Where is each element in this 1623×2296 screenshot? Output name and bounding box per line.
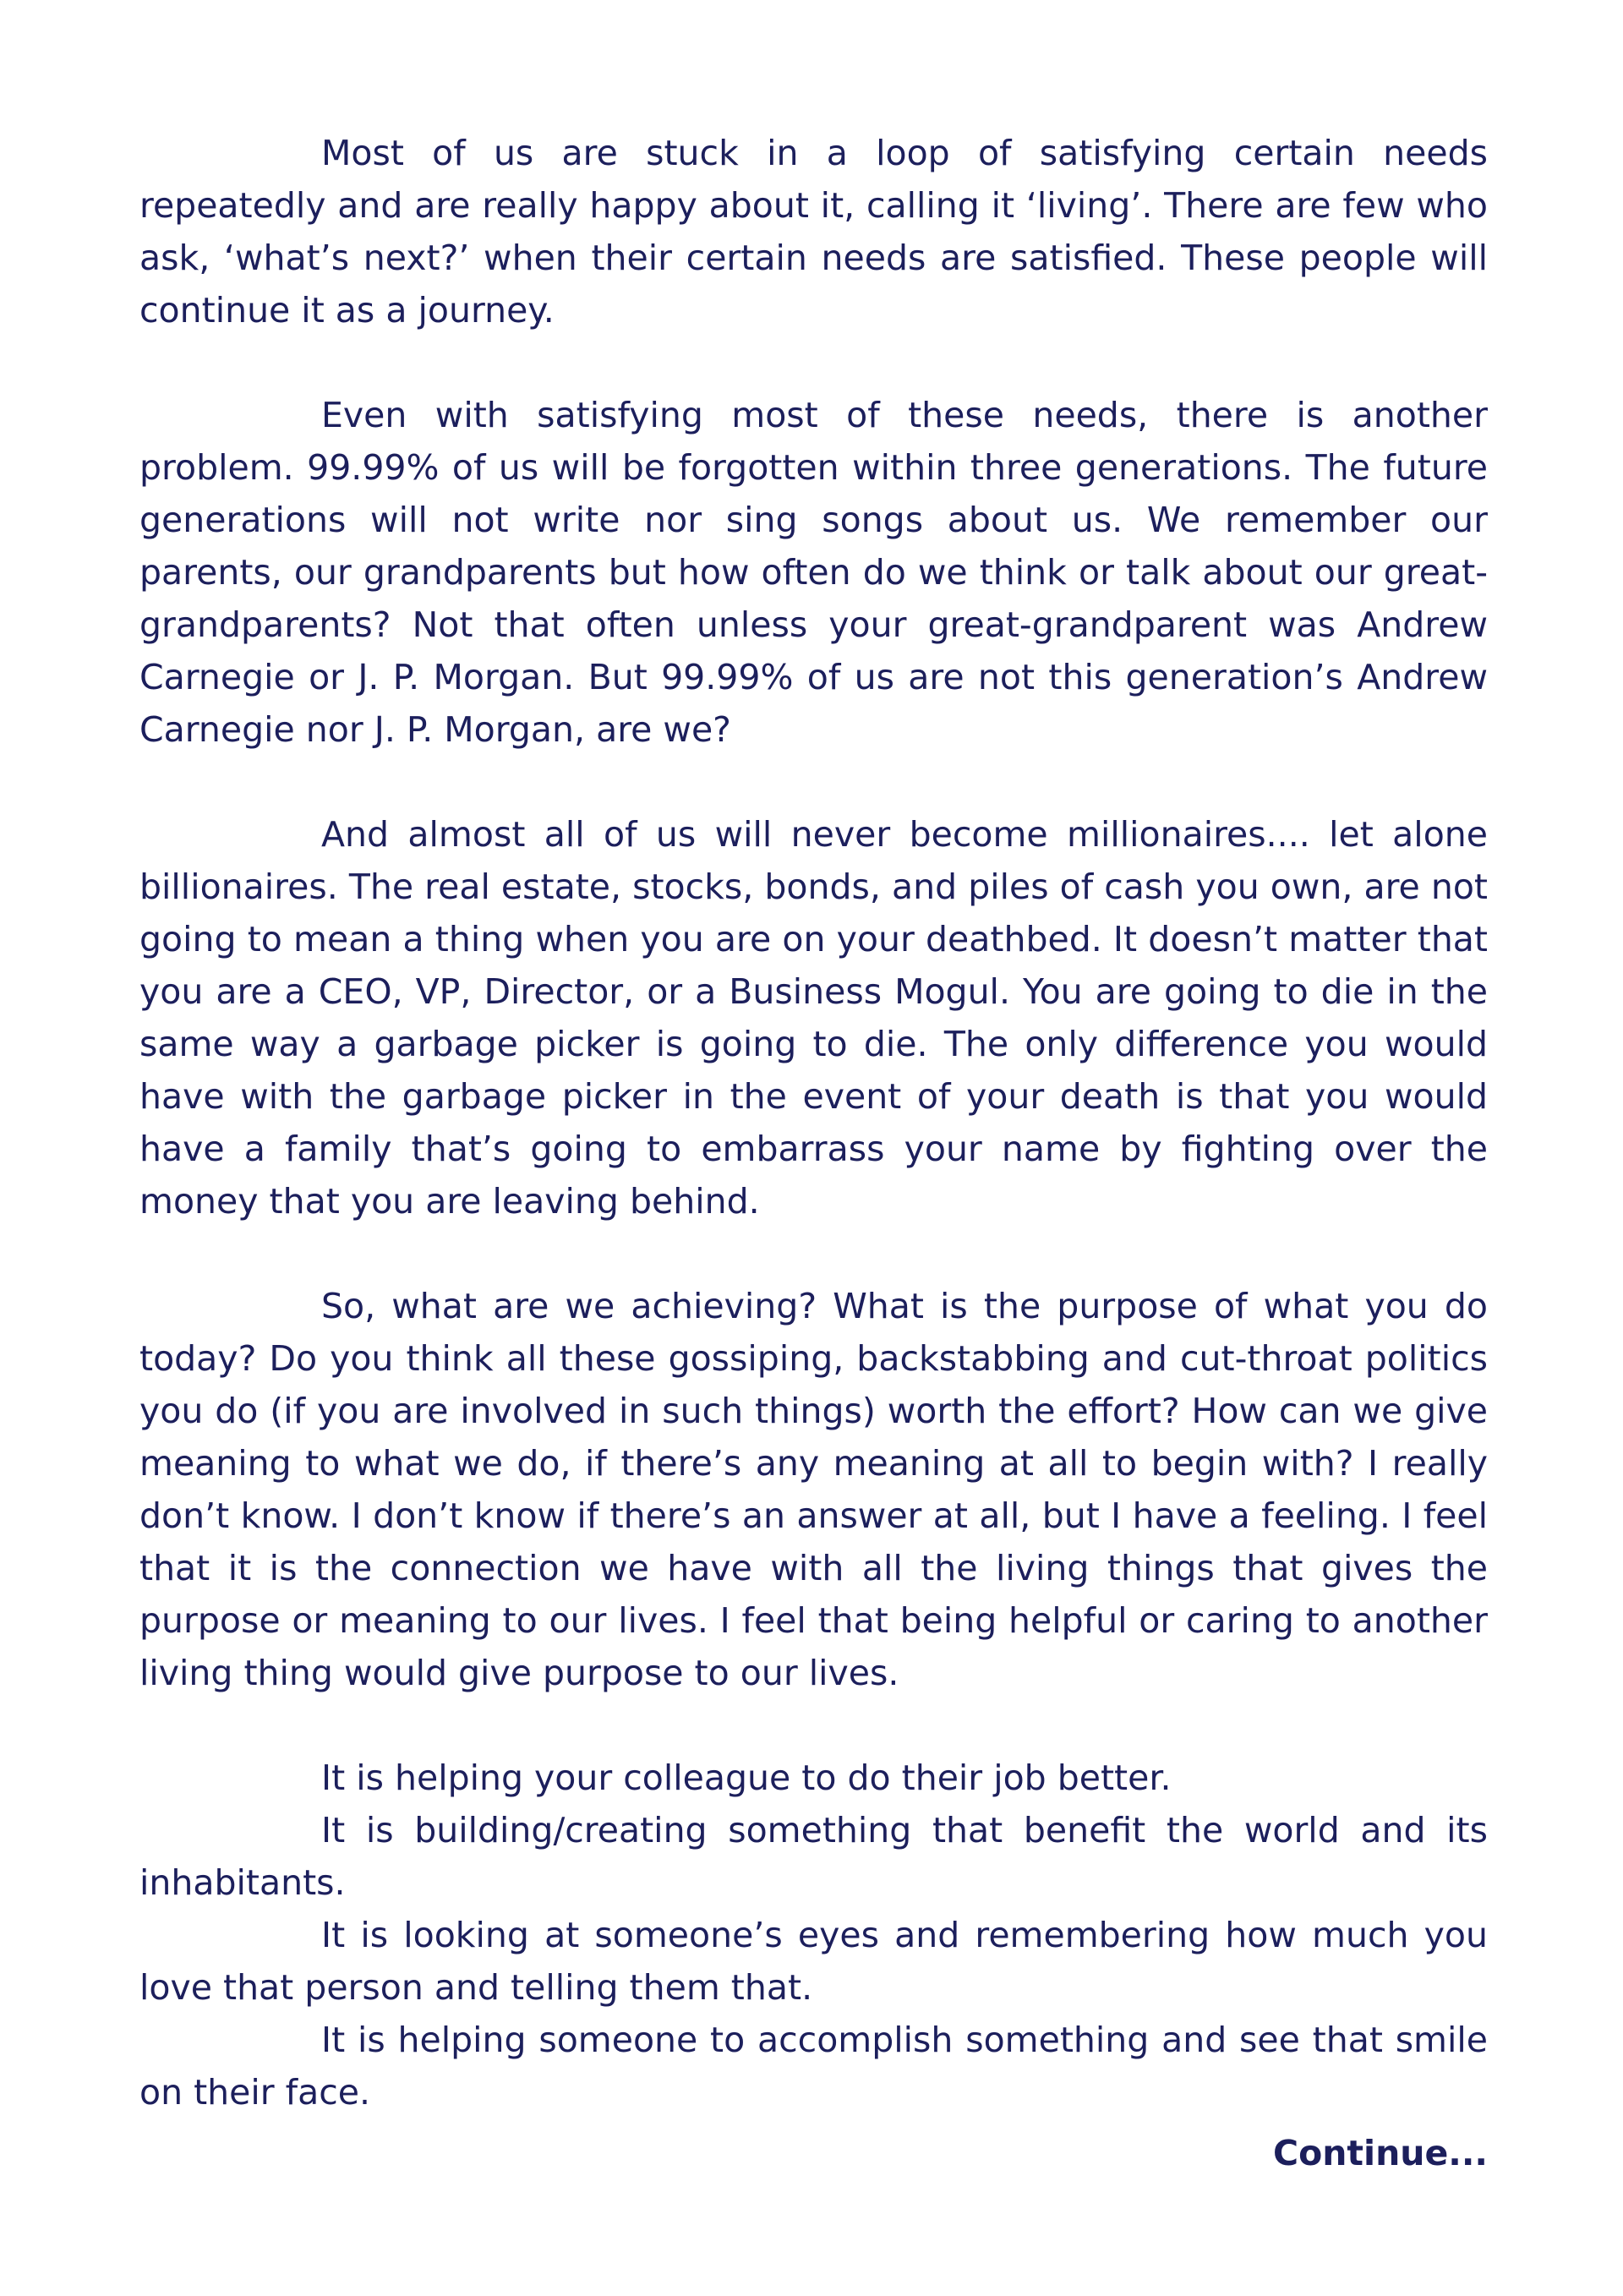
list-line-1: It is helping your colleague to do their job better. [321,1758,1172,1798]
list-group [139,1752,1488,2118]
paragraph-2: Even with satisfying most of these needs, there is another problem. 99.99% of us will be forgotten within three generations. The future generations will not write nor sing songs about us. We remember our parents, our grandparents but how often do we think or talk about our great-grandparents? Not that often unless your great-grandparent was Andrew Carnegie or J. P. Morgan. But 99.99% of us are not this generation’s Andrew Carnegie nor J. P. Morgan, are we? [139,395,1488,750]
list-line-4: It is helping someone to accomplish something and see that smile on their face. [139,2020,1488,2113]
list-line-2: It is building/creating something that benefit the world and its inhabitants. [139,1810,1488,1903]
paragraph-1: Most of us are stuck in a loop of satisfying certain needs repeatedly and are really happy about it, calling it ‘living’. There are few who ask, ‘what’s next?’ when their certain needs are satisfied. These people will continue it as a journey. [139,133,1488,331]
list-line-3: It is looking at someone’s eyes and remembering how much you love that person and telling them that. [139,1915,1488,2008]
paragraph-4: So, what are we achieving? What is the purpose of what you do today? Do you think all these gossiping, backstabbing and cut-throat politics you do (if you are involved in such things) worth the effort? How can we give meaning to what we do, if there’s any meaning at all to begin with? I really don’t know. I don’t know if there’s an answer at all, but I have a feeling. I feel that it is the connection we have with all the living things that gives the purpose or meaning to our lives. I feel that being helpful or caring to another living thing would give purpose to our lives. [139,1286,1488,1693]
continue-label: Continue... [1272,2133,1488,2173]
document-page [139,127,1488,2179]
paragraph-3: And almost all of us will never become millionaires.... let alone billionaires. The real estate, stocks, bonds, and piles of cash you own, are not going to mean a thing when you are on your deathbed. It doesn’t matter that you are a CEO, VP, Director, or a Business Mogul. You are going to die in the same way a garbage picker is going to die. The only difference you would have with the garbage picker in the event of your death is that you would have a family that’s going to embarrass your name by fighting over the money that you are leaving behind. [139,814,1488,1222]
